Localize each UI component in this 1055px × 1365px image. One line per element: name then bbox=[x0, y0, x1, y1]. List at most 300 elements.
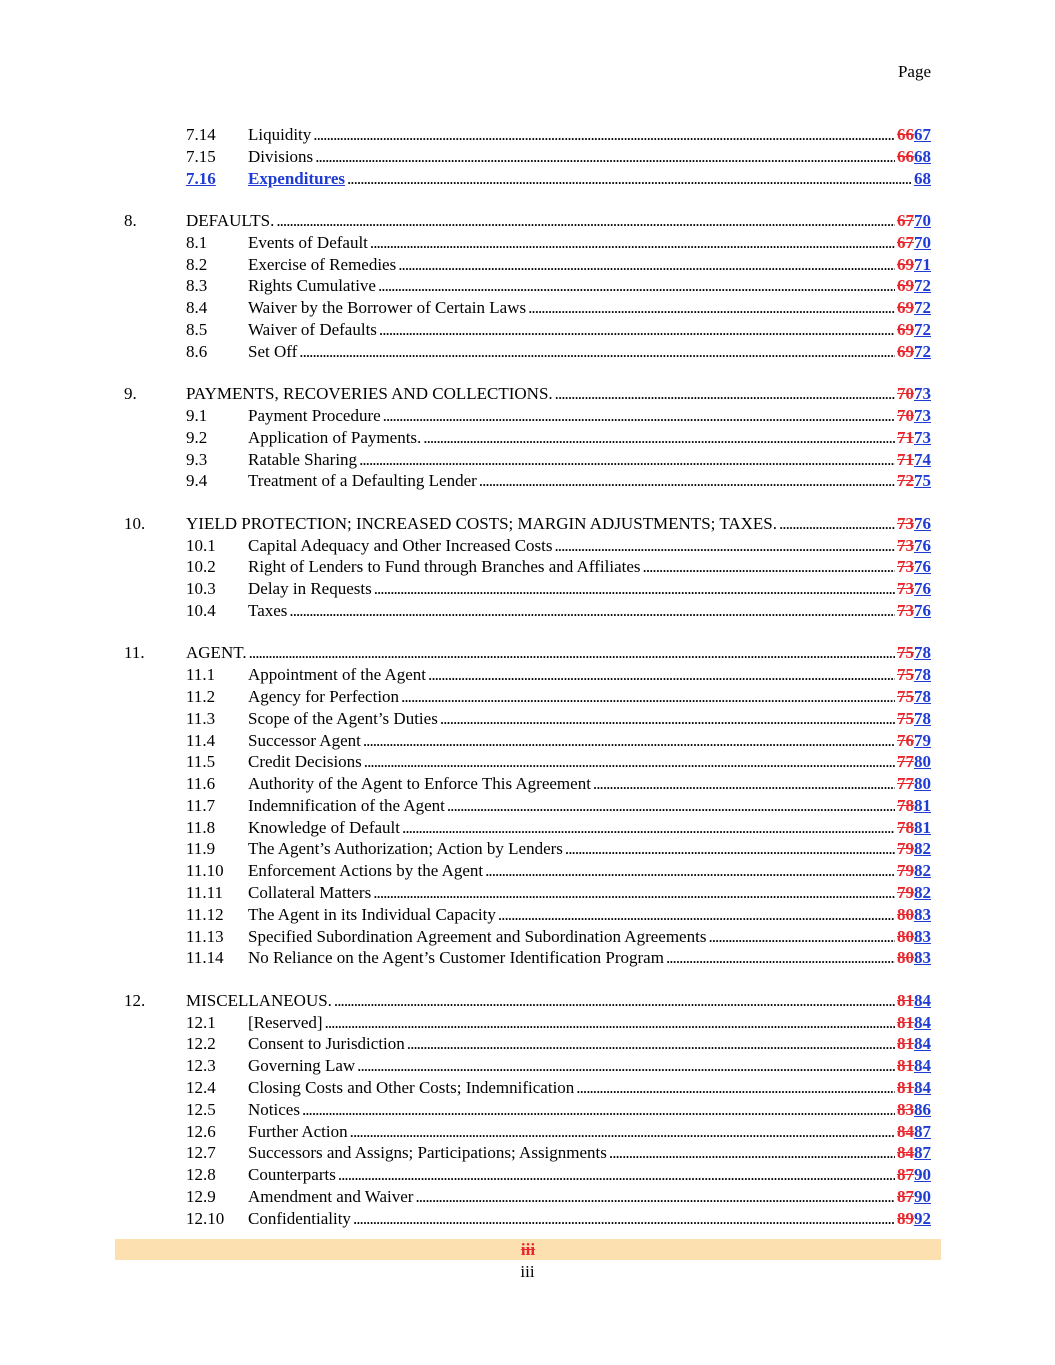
toc-subsection-entry[interactable] bbox=[0, 1033, 1055, 1055]
deleted-page-number: 71 bbox=[897, 427, 914, 447]
deleted-page-number: 75 bbox=[897, 643, 914, 663]
toc-dot-leader bbox=[353, 1208, 895, 1230]
inserted-page-number[interactable]: 82 bbox=[914, 883, 931, 903]
toc-entry-line bbox=[248, 947, 931, 969]
toc-section-gap bbox=[0, 622, 1055, 643]
toc-entry-number: 9.2 bbox=[186, 427, 208, 447]
deleted-page-number: 73 bbox=[897, 600, 914, 620]
inserted-page-number[interactable]: 79 bbox=[914, 730, 931, 750]
toc-entry-title: Waiver of Defaults bbox=[248, 319, 377, 339]
inserted-page-number[interactable]: 72 bbox=[914, 298, 931, 318]
inserted-page-number[interactable]: 83 bbox=[914, 926, 931, 946]
toc-dot-leader bbox=[302, 1099, 895, 1121]
toc-dot-leader bbox=[374, 578, 895, 600]
toc-entry-title: Amendment and Waiver bbox=[248, 1187, 414, 1207]
footer-deleted-page-number: iii bbox=[520, 1240, 536, 1259]
toc-page-ref bbox=[897, 427, 931, 449]
toc-entry-line bbox=[248, 1186, 931, 1208]
toc-dot-leader bbox=[415, 1186, 895, 1208]
toc-entry-line bbox=[248, 773, 931, 795]
toc-entry-title: Agency for Perfection bbox=[248, 686, 400, 706]
toc-entry-title: Taxes bbox=[248, 600, 288, 620]
toc-dot-leader bbox=[364, 751, 895, 773]
inserted-page-number[interactable]: 72 bbox=[914, 276, 931, 296]
toc-entry-number: 11.12 bbox=[186, 904, 224, 924]
toc-entry-line bbox=[248, 751, 931, 773]
toc-entry-number: 10. bbox=[124, 513, 146, 533]
toc-dot-leader bbox=[666, 947, 895, 969]
deleted-page-number: 87 bbox=[897, 1165, 914, 1185]
deleted-page-number: 69 bbox=[897, 254, 914, 274]
toc-entry-title: Successors and Assigns; Participations; Assignments bbox=[248, 1143, 607, 1163]
toc-section-entry[interactable] bbox=[0, 642, 1055, 664]
toc-entry-number: 7.16 bbox=[186, 168, 216, 188]
toc-page-ref bbox=[897, 275, 931, 297]
toc-entry-line bbox=[248, 795, 931, 817]
toc-entry-title: Governing Law bbox=[248, 1056, 356, 1076]
toc-subsection-entry[interactable] bbox=[0, 904, 1055, 926]
toc-entry-line bbox=[248, 686, 931, 708]
toc-entry-line bbox=[248, 1099, 931, 1121]
toc-entry-number: 12.9 bbox=[186, 1187, 216, 1207]
toc-subsection-entry[interactable] bbox=[0, 882, 1055, 904]
inserted-page-number[interactable]: 70 bbox=[914, 210, 931, 230]
inserted-page-number[interactable]: 80 bbox=[914, 774, 931, 794]
deleted-page-number: 81 bbox=[897, 1034, 914, 1054]
toc-page-ref bbox=[897, 773, 931, 795]
deleted-page-number: 69 bbox=[897, 276, 914, 296]
toc-entry-line bbox=[248, 860, 931, 882]
inserted-page-number[interactable]: 81 bbox=[914, 817, 931, 837]
toc-entry-number: 11.10 bbox=[186, 861, 224, 881]
toc-subsection-entry[interactable] bbox=[0, 146, 1055, 168]
toc-subsection-entry[interactable] bbox=[0, 860, 1055, 882]
deleted-page-number: 73 bbox=[897, 579, 914, 599]
deleted-page-number: 67 bbox=[897, 210, 914, 230]
toc-entry-title: Specified Subordination Agreement and Subordination Agreements bbox=[248, 926, 707, 946]
toc-entry-number: 8.4 bbox=[186, 298, 208, 318]
toc-entry-line bbox=[248, 449, 931, 471]
deleted-page-number: 73 bbox=[897, 513, 914, 533]
deleted-page-number: 69 bbox=[897, 341, 914, 361]
toc-page-ref bbox=[897, 642, 931, 664]
inserted-page-number[interactable]: 83 bbox=[914, 948, 931, 968]
toc-subsection-entry[interactable] bbox=[0, 926, 1055, 948]
deleted-page-number: 84 bbox=[897, 1121, 914, 1141]
toc-subsection-entry[interactable] bbox=[0, 535, 1055, 557]
inserted-page-number[interactable]: 76 bbox=[914, 557, 931, 577]
toc-entry-title: Right of Lenders to Fund through Branches and Affiliates bbox=[248, 557, 641, 577]
toc-entry-line bbox=[248, 232, 931, 254]
toc-entry-line bbox=[186, 210, 931, 232]
inserted-page-number[interactable]: 78 bbox=[914, 665, 931, 685]
inserted-page-number[interactable]: 82 bbox=[914, 839, 931, 859]
toc-subsection-entry[interactable] bbox=[0, 773, 1055, 795]
toc-entry-number: 12. bbox=[124, 990, 146, 1010]
toc-subsection-entry[interactable] bbox=[0, 124, 1055, 146]
toc-page-ref bbox=[897, 904, 931, 926]
toc-entry-number: 8.6 bbox=[186, 341, 208, 361]
inserted-page-number[interactable]: 84 bbox=[914, 1078, 931, 1098]
inserted-page-number[interactable]: 70 bbox=[914, 232, 931, 252]
toc-dot-leader bbox=[378, 275, 895, 297]
deleted-page-number: 80 bbox=[897, 948, 914, 968]
toc-dot-leader bbox=[370, 232, 895, 254]
inserted-page-number[interactable]: 73 bbox=[914, 427, 931, 447]
toc-page-ref bbox=[897, 926, 931, 948]
toc-subsection-entry[interactable] bbox=[0, 795, 1055, 817]
toc-dot-leader bbox=[398, 254, 895, 276]
deleted-page-number: 76 bbox=[897, 730, 914, 750]
inserted-page-number[interactable]: 84 bbox=[914, 1056, 931, 1076]
toc-dot-leader bbox=[383, 405, 895, 427]
toc-entry-number: 12.10 bbox=[186, 1208, 225, 1228]
toc-entry-title: Enforcement Actions by the Agent bbox=[248, 861, 484, 881]
toc-entry-line bbox=[186, 383, 931, 405]
toc-subsection-entry[interactable] bbox=[0, 232, 1055, 254]
toc-dot-leader bbox=[576, 1077, 895, 1099]
toc-entry-title: DEFAULTS. bbox=[186, 210, 275, 230]
toc-subsection-entry[interactable] bbox=[0, 427, 1055, 449]
deleted-page-number: 84 bbox=[897, 1143, 914, 1163]
deleted-page-number: 75 bbox=[897, 665, 914, 685]
toc-entry-title: Set Off bbox=[248, 341, 298, 361]
toc-dot-leader bbox=[289, 600, 895, 622]
inserted-page-number[interactable]: 71 bbox=[914, 254, 931, 274]
toc-subsection-entry[interactable] bbox=[0, 1055, 1055, 1077]
inserted-page-number[interactable]: 83 bbox=[914, 904, 931, 924]
toc-entry-title: Knowledge of Default bbox=[248, 817, 401, 837]
toc-entry-title: Expenditures bbox=[248, 168, 345, 188]
toc-entry-line bbox=[248, 341, 931, 363]
toc-dot-leader bbox=[609, 1142, 895, 1164]
inserted-page-number[interactable]: 75 bbox=[914, 471, 931, 491]
toc-entry-number: 12.8 bbox=[186, 1165, 216, 1185]
inserted-page-number[interactable]: 87 bbox=[914, 1121, 931, 1141]
toc-subsection-entry[interactable] bbox=[0, 275, 1055, 297]
toc-dot-leader bbox=[440, 708, 895, 730]
toc-entry-line bbox=[186, 990, 931, 1012]
toc-section-entry[interactable] bbox=[0, 513, 1055, 535]
toc-subsection-entry[interactable] bbox=[0, 1121, 1055, 1143]
toc-dot-leader bbox=[276, 210, 895, 232]
toc-subsection-entry[interactable] bbox=[0, 341, 1055, 363]
toc-page-ref bbox=[897, 146, 931, 168]
toc-subsection-entry[interactable] bbox=[0, 1164, 1055, 1186]
toc-dot-leader bbox=[498, 904, 895, 926]
toc-subsection-entry[interactable] bbox=[0, 254, 1055, 276]
toc-dot-leader bbox=[379, 319, 895, 341]
toc-entry-line bbox=[248, 168, 931, 190]
toc-entry-line bbox=[248, 405, 931, 427]
toc-page-ref bbox=[897, 124, 931, 146]
toc-dot-leader bbox=[402, 817, 895, 839]
inserted-page-number[interactable]: 78 bbox=[914, 643, 931, 663]
toc-entry-line bbox=[248, 254, 931, 276]
toc-entry-line bbox=[248, 1164, 931, 1186]
toc-entry-number: 10.2 bbox=[186, 557, 216, 577]
toc-entry-title: Authority of the Agent to Enforce This Agreement bbox=[248, 774, 591, 794]
inserted-page-number[interactable]: 78 bbox=[914, 708, 931, 728]
toc-entry-line bbox=[248, 1208, 931, 1230]
toc-subsection-entry[interactable] bbox=[0, 470, 1055, 492]
toc-dot-leader bbox=[555, 383, 895, 405]
toc-entry-title: Notices bbox=[248, 1099, 300, 1119]
inserted-page-number[interactable]: 90 bbox=[914, 1187, 931, 1207]
toc-entry-number: 11.2 bbox=[186, 686, 216, 706]
toc-dot-leader bbox=[325, 1012, 895, 1034]
toc-entry-number: 9.1 bbox=[186, 405, 208, 425]
toc-page-ref bbox=[897, 1033, 931, 1055]
toc-entry-title: Credit Decisions bbox=[248, 752, 362, 772]
toc-entry-number: 11.14 bbox=[186, 948, 224, 968]
toc-entry-line bbox=[248, 838, 931, 860]
toc-entry-title: Further Action bbox=[248, 1121, 348, 1141]
toc-entry-line bbox=[248, 904, 931, 926]
toc-entry-title: Events of Default bbox=[248, 232, 368, 252]
inserted-page-number[interactable]: 73 bbox=[914, 405, 931, 425]
page-column-label: Page bbox=[897, 62, 931, 81]
toc-entry-line bbox=[248, 146, 931, 168]
toc-dot-leader bbox=[708, 926, 895, 948]
toc-dot-leader bbox=[357, 1055, 895, 1077]
inserted-page-number[interactable]: 72 bbox=[914, 319, 931, 339]
toc-dot-leader bbox=[555, 535, 896, 557]
toc-page-ref bbox=[897, 383, 931, 405]
toc-subsection-entry[interactable] bbox=[0, 947, 1055, 969]
toc-subsection-entry[interactable] bbox=[0, 1142, 1055, 1164]
toc-subsection-entry[interactable] bbox=[0, 556, 1055, 578]
toc-page-ref bbox=[897, 1186, 931, 1208]
deleted-page-number: 69 bbox=[897, 319, 914, 339]
toc-entry-number: 12.4 bbox=[186, 1078, 216, 1098]
toc-dot-leader bbox=[249, 642, 895, 664]
toc-entry-number: 11.3 bbox=[186, 708, 216, 728]
inserted-page-number[interactable]: 84 bbox=[914, 1012, 931, 1032]
toc-entry-line bbox=[248, 1033, 931, 1055]
toc-subsection-entry[interactable] bbox=[0, 1208, 1055, 1230]
inserted-page-number[interactable]: 84 bbox=[914, 1034, 931, 1054]
toc-entry-number: 9.3 bbox=[186, 449, 208, 469]
toc-entry-title: Liquidity bbox=[248, 125, 312, 144]
toc-page-ref bbox=[897, 1208, 931, 1230]
toc-page-ref bbox=[897, 860, 931, 882]
toc-entry-line bbox=[248, 535, 931, 557]
inserted-page-number[interactable]: 78 bbox=[914, 686, 931, 706]
toc-entry-line bbox=[248, 882, 931, 904]
toc-dot-leader bbox=[313, 124, 895, 146]
toc-entry-title: Rights Cumulative bbox=[248, 276, 376, 296]
toc-entry-number: 8. bbox=[124, 210, 137, 230]
inserted-page-number[interactable]: 73 bbox=[914, 384, 931, 404]
toc-subsection-entry[interactable] bbox=[0, 708, 1055, 730]
toc-dot-leader bbox=[334, 990, 895, 1012]
toc-entry-line bbox=[248, 297, 931, 319]
toc-page-ref bbox=[897, 795, 931, 817]
toc-dot-leader bbox=[779, 513, 895, 535]
toc-subsection-entry[interactable] bbox=[0, 319, 1055, 341]
toc-page-ref bbox=[897, 730, 931, 752]
toc-section-entry[interactable] bbox=[0, 210, 1055, 232]
toc-entry-number: 7.14 bbox=[186, 125, 216, 144]
toc-page-ref bbox=[897, 405, 931, 427]
inserted-page-number[interactable]: 80 bbox=[914, 752, 931, 772]
toc-entry-title: Appointment of the Agent bbox=[248, 665, 427, 685]
toc-entry-title: Application of Payments. bbox=[248, 427, 422, 447]
toc-entry-line bbox=[248, 319, 931, 341]
deleted-page-number: 80 bbox=[897, 904, 914, 924]
toc-entry-title: Delay in Requests bbox=[248, 579, 372, 599]
toc-entry-title: Successor Agent bbox=[248, 730, 361, 750]
toc-page-ref bbox=[897, 817, 931, 839]
toc-dot-leader bbox=[407, 1033, 895, 1055]
deleted-page-number: 79 bbox=[897, 839, 914, 859]
toc-dot-leader bbox=[363, 730, 895, 752]
toc-page-ref bbox=[897, 254, 931, 276]
toc-entry-title: Payment Procedure bbox=[248, 405, 381, 425]
toc-subsection-entry[interactable] bbox=[0, 838, 1055, 860]
toc-section-gap bbox=[0, 189, 1055, 210]
toc-subsection-entry[interactable] bbox=[0, 751, 1055, 773]
toc-page-ref bbox=[897, 882, 931, 904]
toc-subsection-entry[interactable] bbox=[0, 1012, 1055, 1034]
toc-subsection-entry[interactable] bbox=[0, 578, 1055, 600]
inserted-page-number[interactable]: 68 bbox=[914, 168, 931, 188]
toc-entry-line bbox=[248, 578, 931, 600]
toc-subsection-entry[interactable] bbox=[0, 168, 1055, 190]
inserted-page-number[interactable]: 82 bbox=[914, 861, 931, 881]
toc-entry-title: Confidentiality bbox=[248, 1208, 351, 1228]
toc-subsection-entry[interactable] bbox=[0, 686, 1055, 708]
toc-subsection-entry[interactable] bbox=[0, 664, 1055, 686]
toc-dot-leader bbox=[485, 860, 895, 882]
toc-entry-number: 12.7 bbox=[186, 1143, 216, 1163]
toc-section-entry[interactable] bbox=[0, 383, 1055, 405]
toc-dot-leader bbox=[315, 146, 895, 168]
toc-entry-line bbox=[248, 470, 931, 492]
inserted-page-number[interactable]: 68 bbox=[914, 146, 931, 166]
inserted-page-number[interactable]: 92 bbox=[914, 1208, 931, 1228]
toc-subsection-entry[interactable] bbox=[0, 600, 1055, 622]
deleted-page-number: 78 bbox=[897, 795, 914, 815]
inserted-page-number[interactable]: 86 bbox=[914, 1099, 931, 1119]
toc-entry-line bbox=[248, 1142, 931, 1164]
toc-entry-number: 11.9 bbox=[186, 839, 216, 859]
toc-entry-title: Scope of the Agent’s Duties bbox=[248, 708, 438, 728]
toc-page-ref bbox=[897, 535, 931, 557]
toc-entry-line bbox=[248, 1077, 931, 1099]
toc-entry-number: 8.3 bbox=[186, 276, 208, 296]
toc-section-entry[interactable] bbox=[0, 990, 1055, 1012]
deleted-page-number: 77 bbox=[897, 774, 914, 794]
toc-entry-line bbox=[248, 556, 931, 578]
toc-dot-leader bbox=[428, 664, 895, 686]
deleted-page-number: 77 bbox=[897, 752, 914, 772]
toc-page-ref bbox=[897, 990, 931, 1012]
toc-dot-leader bbox=[401, 686, 895, 708]
toc-entry-title: Divisions bbox=[248, 146, 314, 166]
toc-subsection-entry[interactable] bbox=[0, 297, 1055, 319]
toc-subsection-entry[interactable] bbox=[0, 1186, 1055, 1208]
toc-entry-number: 10.4 bbox=[186, 600, 216, 620]
toc-page-ref bbox=[897, 556, 931, 578]
inserted-page-number[interactable]: 87 bbox=[914, 1143, 931, 1163]
inserted-page-number[interactable]: 84 bbox=[914, 990, 931, 1010]
toc-entry-number: 11.7 bbox=[186, 795, 216, 815]
inserted-page-number[interactable]: 76 bbox=[914, 579, 931, 599]
toc-entry-line bbox=[248, 1012, 931, 1034]
footer-deleted-page-band bbox=[115, 1239, 941, 1260]
inserted-page-number[interactable]: 72 bbox=[914, 341, 931, 361]
deleted-page-number: 81 bbox=[897, 1078, 914, 1098]
toc-page-ref bbox=[897, 513, 931, 535]
toc-page-ref bbox=[897, 751, 931, 773]
toc-entry-title: The Agent in its Individual Capacity bbox=[248, 904, 496, 924]
deleted-page-number: 75 bbox=[897, 708, 914, 728]
toc-subsection-entry[interactable] bbox=[0, 405, 1055, 427]
toc-page-ref bbox=[897, 1121, 931, 1143]
toc-entry-number: 11.13 bbox=[186, 926, 224, 946]
deleted-page-number: 81 bbox=[897, 1012, 914, 1032]
inserted-page-number[interactable]: 81 bbox=[914, 795, 931, 815]
toc-entry-line bbox=[248, 664, 931, 686]
deleted-page-number: 83 bbox=[897, 1099, 914, 1119]
toc-page-ref bbox=[897, 1099, 931, 1121]
toc-dot-leader bbox=[643, 556, 895, 578]
toc-subsection-entry[interactable] bbox=[0, 449, 1055, 471]
inserted-page-number[interactable]: 76 bbox=[914, 600, 931, 620]
toc-page-ref bbox=[897, 319, 931, 341]
inserted-page-number[interactable]: 76 bbox=[914, 535, 931, 555]
toc-subsection-entry[interactable] bbox=[0, 1099, 1055, 1121]
toc-subsection-entry[interactable] bbox=[0, 730, 1055, 752]
toc-dot-leader bbox=[565, 838, 895, 860]
toc-entry-number: 11.8 bbox=[186, 817, 216, 837]
toc-entry-number: 12.5 bbox=[186, 1099, 216, 1119]
toc-entry-number: 10.1 bbox=[186, 535, 216, 555]
toc-entry-number: 12.6 bbox=[186, 1121, 216, 1141]
toc-entry-number: 12.1 bbox=[186, 1012, 216, 1032]
toc-entry-title: Capital Adequacy and Other Increased Costs bbox=[248, 535, 553, 555]
deleted-page-number: 71 bbox=[897, 449, 914, 469]
deleted-page-number: 67 bbox=[897, 232, 914, 252]
toc-entry-number: 8.2 bbox=[186, 254, 208, 274]
toc-entry-title: Counterparts bbox=[248, 1165, 336, 1185]
deleted-page-number: 87 bbox=[897, 1187, 914, 1207]
toc-subsection-entry[interactable] bbox=[0, 817, 1055, 839]
toc-dot-leader bbox=[347, 168, 912, 190]
deleted-page-number: 73 bbox=[897, 557, 914, 577]
toc-subsection-entry[interactable] bbox=[0, 1077, 1055, 1099]
toc-entry-number: 8.5 bbox=[186, 319, 208, 339]
inserted-page-number[interactable]: 74 bbox=[914, 449, 931, 469]
deleted-page-number: 79 bbox=[897, 861, 914, 881]
toc-dot-leader bbox=[593, 773, 895, 795]
toc-entry-line bbox=[186, 513, 931, 535]
toc-dot-leader bbox=[447, 795, 895, 817]
toc-dot-leader bbox=[528, 297, 895, 319]
toc-entry-number: 11. bbox=[124, 643, 145, 663]
toc-entry-line bbox=[248, 926, 931, 948]
inserted-page-number[interactable]: 67 bbox=[914, 125, 931, 144]
toc-entry-line bbox=[248, 275, 931, 297]
toc-entry-line bbox=[248, 427, 931, 449]
inserted-page-number[interactable]: 90 bbox=[914, 1165, 931, 1185]
toc-entry-line bbox=[248, 1121, 931, 1143]
inserted-page-number[interactable]: 76 bbox=[914, 513, 931, 533]
toc-page-ref bbox=[897, 708, 931, 730]
deleted-page-number: 89 bbox=[897, 1208, 914, 1228]
